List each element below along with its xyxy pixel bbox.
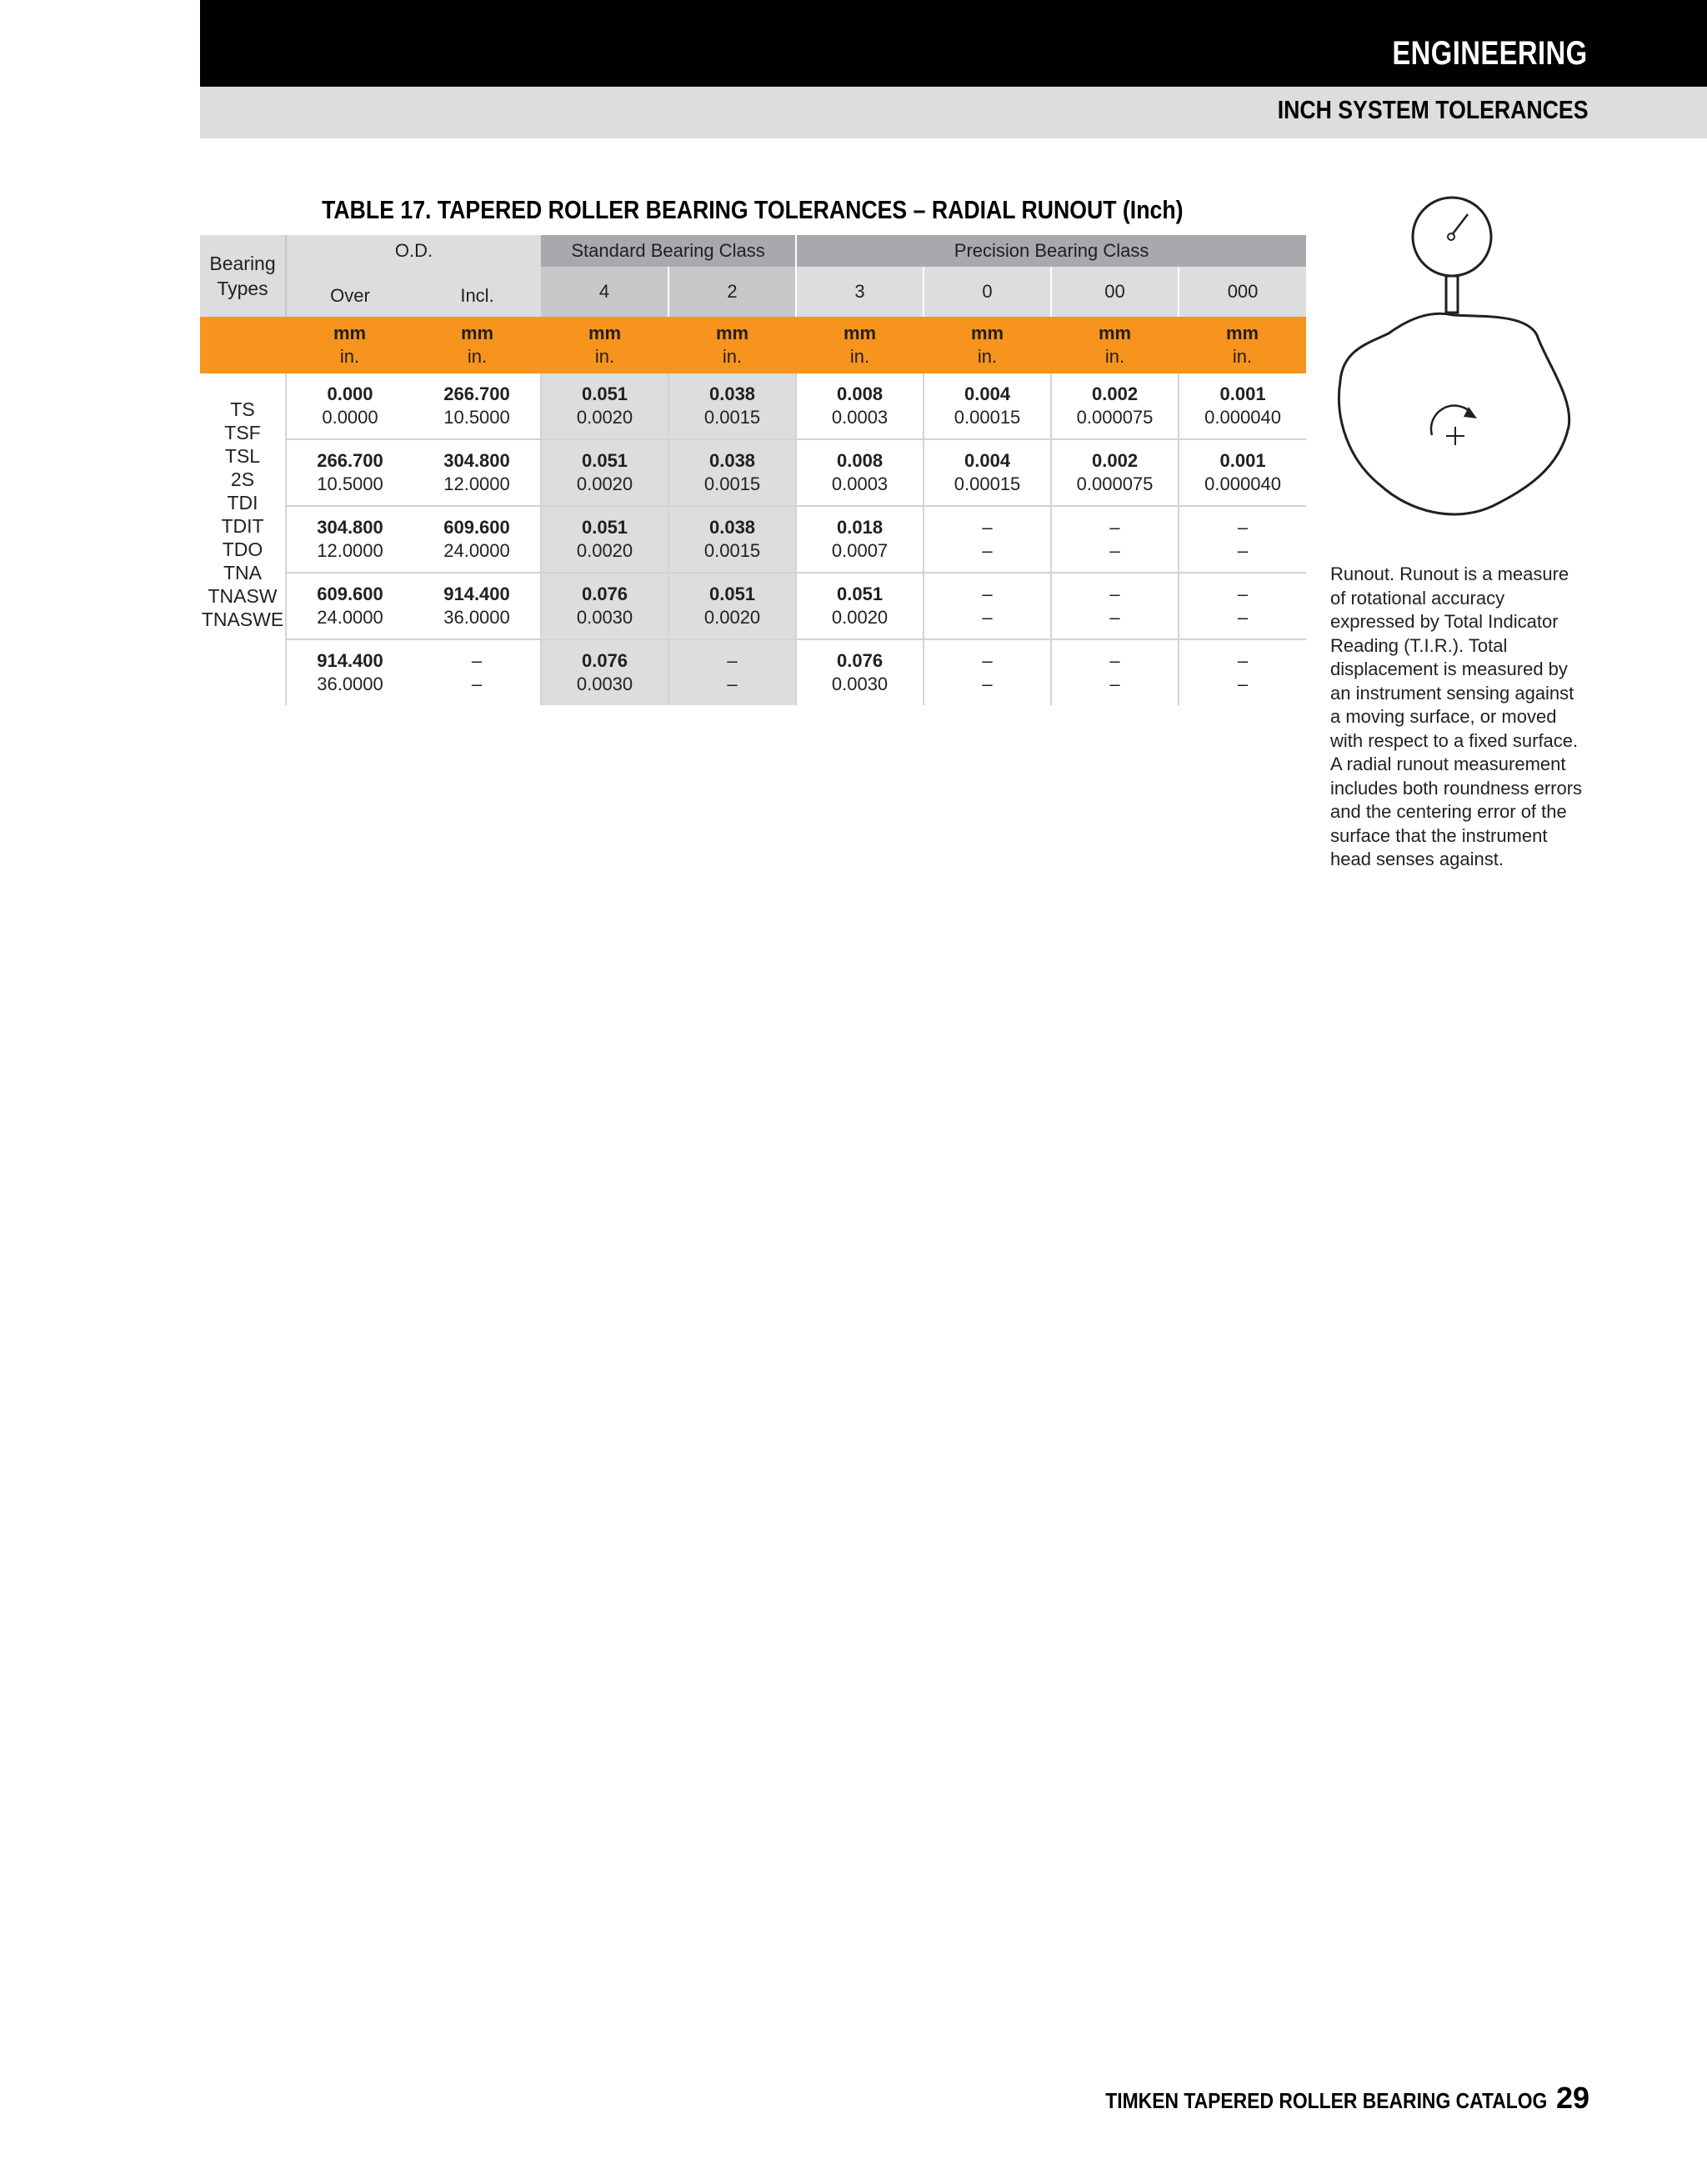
runout-caption: Runout. Runout is a measure of rotational accuracy expressed by Total Indicator Reading (T.I.R.). Total displacement is measured by an instrument sensing against a moving surface, or moved with respect to a fixed surface. A radial runout measurement includes both roundness errors and the centering error of the surface that the instrument head senses against. <box>1330 564 1583 869</box>
class-4-header: 4 <box>541 267 668 317</box>
table-cell: – – <box>1051 506 1179 573</box>
table-row <box>200 573 1306 639</box>
table-cell: 0.051 0.0020 <box>541 373 668 439</box>
table-row <box>200 439 1306 506</box>
table-cell: – – <box>1051 639 1179 705</box>
units-row <box>200 317 1306 373</box>
table-cell: 0.004 0.00015 <box>924 373 1051 439</box>
table-cell: 0.004 0.00015 <box>924 439 1051 506</box>
table-cell: 0.018 0.0007 <box>796 506 924 573</box>
table-row <box>200 639 1306 705</box>
table-row <box>200 373 1306 439</box>
od-incl-header: Incl. <box>413 267 541 317</box>
table-cell: – – <box>1051 573 1179 639</box>
table-cell: 609.600 24.0000 <box>413 506 541 573</box>
table-cell: – – <box>1179 639 1306 705</box>
table-cell: 914.400 36.0000 <box>286 639 413 705</box>
table-cell: 0.038 0.0015 <box>668 439 796 506</box>
table-cell: 914.400 36.0000 <box>413 573 541 639</box>
unit-cell: mm in. <box>541 317 668 373</box>
page-number: 29 <box>1555 2081 1589 2115</box>
unit-cell: mm in. <box>796 317 924 373</box>
table-cell: 304.800 12.0000 <box>286 506 413 573</box>
table-cell: 0.001 0.000040 <box>1179 373 1306 439</box>
class-000-header: 000 <box>1179 267 1306 317</box>
table-cell: 0.076 0.0030 <box>796 639 924 705</box>
table-cell: – – <box>924 506 1051 573</box>
table-cell: 0.002 0.000075 <box>1051 439 1179 506</box>
table-cell: – – <box>1179 506 1306 573</box>
subsection-title: INCH SYSTEM TOLERANCES <box>1277 95 1588 124</box>
class-2-header: 2 <box>668 267 796 317</box>
unit-cell: mm in. <box>924 317 1051 373</box>
dial-indicator-icon <box>1413 198 1491 313</box>
table-cell: 266.700 10.5000 <box>286 439 413 506</box>
unit-cell: mm in. <box>668 317 796 373</box>
table-cell: 0.076 0.0030 <box>541 573 668 639</box>
standard-class-header: Standard Bearing Class <box>541 235 796 267</box>
page-footer <box>1045 2081 1589 2116</box>
class-3-header: 3 <box>796 267 924 317</box>
units-blank <box>200 317 286 373</box>
table-cell: 0.002 0.000075 <box>1051 373 1179 439</box>
table-cell: 0.038 0.0015 <box>668 506 796 573</box>
table-cell: 0.076 0.0030 <box>541 639 668 705</box>
table-cell: 0.038 0.0015 <box>668 373 796 439</box>
unit-cell: mm in. <box>1051 317 1179 373</box>
section-title: ENGINEERING <box>1392 35 1588 72</box>
od-over-header: Over <box>286 267 413 317</box>
table-cell: – – <box>668 639 796 705</box>
table-cell: 0.008 0.0003 <box>796 439 924 506</box>
class-00-header: 00 <box>1051 267 1179 317</box>
table-cell: 304.800 12.0000 <box>413 439 541 506</box>
table-cell: 0.008 0.0003 <box>796 373 924 439</box>
runout-indicator-diagram <box>1330 193 1580 552</box>
table-title: TABLE 17. TAPERED ROLLER BEARING TOLERANCES – RADIAL RUNOUT (Inch) <box>322 195 1184 224</box>
unit-cell: mm in. <box>1179 317 1306 373</box>
bearing-types-header: Bearing Types <box>200 235 286 317</box>
table-cell: – – <box>1179 573 1306 639</box>
class-0-header: 0 <box>924 267 1051 317</box>
precision-class-header: Precision Bearing Class <box>796 235 1306 267</box>
unit-cell: mm in. <box>286 317 413 373</box>
bearing-types-list: TS TSF TSL 2S TDI TDIT TDO TNA TNASW TNASWE <box>201 398 284 630</box>
table-cell: 0.001 0.000040 <box>1179 439 1306 506</box>
table-cell: 266.700 10.5000 <box>413 373 541 439</box>
table-cell: – – <box>471 650 483 694</box>
table-cell: 0.051 0.0020 <box>541 439 668 506</box>
catalog-name: TIMKEN TAPERED ROLLER BEARING CATALOG <box>1105 2088 1548 2113</box>
table-cell: 0.051 0.0020 <box>668 573 796 639</box>
table-cell: 0.000 0.0000 <box>286 373 413 439</box>
table-cell: 0.051 0.0020 <box>796 573 924 639</box>
irregular-part-icon <box>1339 313 1569 514</box>
table-row <box>200 506 1306 573</box>
table-cell: – – <box>924 573 1051 639</box>
table-cell: 609.600 24.0000 <box>286 573 413 639</box>
tolerance-table <box>200 235 1306 705</box>
table-cell: 0.051 0.0020 <box>541 506 668 573</box>
table-cell: – – <box>924 639 1051 705</box>
unit-cell: mm in. <box>413 317 541 373</box>
od-header: O.D. <box>286 235 541 267</box>
